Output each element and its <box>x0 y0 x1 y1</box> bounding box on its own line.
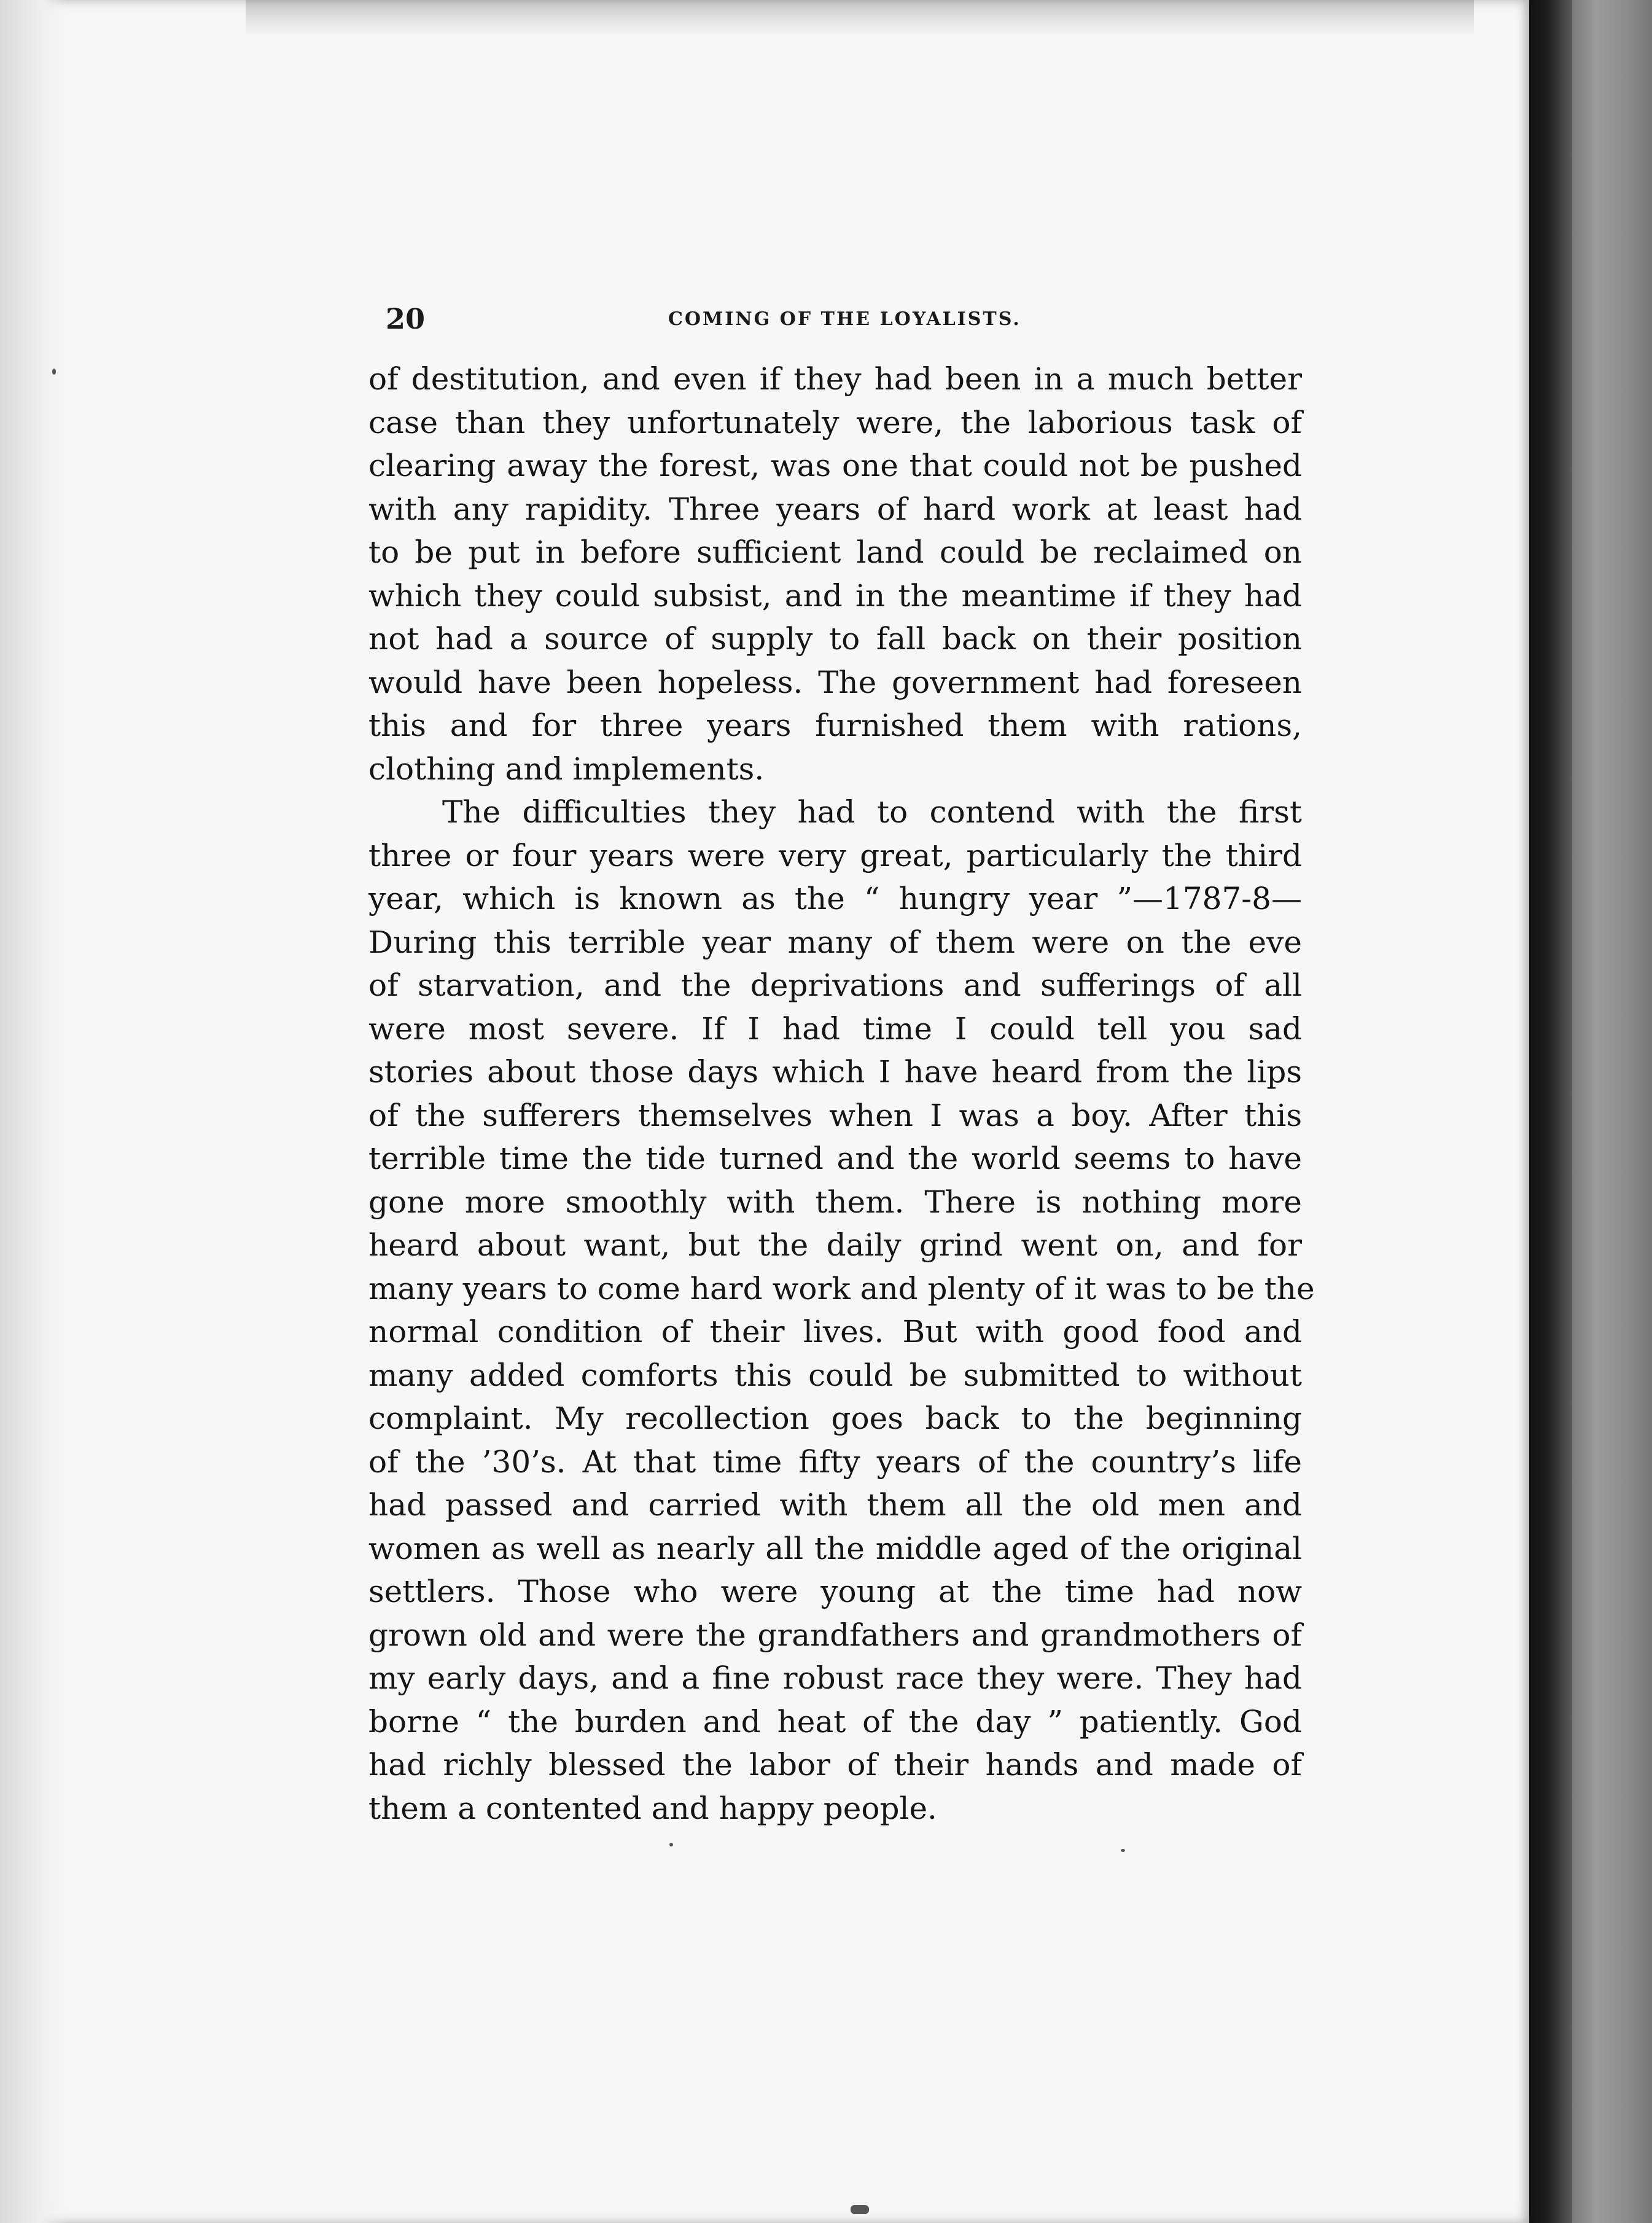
text-line: settlers. Those who were young at the time had now <box>368 1574 1302 1609</box>
text-line: this and for three years furnished them with rations, <box>368 708 1302 743</box>
body-text <box>368 357 1315 1830</box>
text-line: normal condition of their lives. But with good food and <box>368 1314 1302 1350</box>
text-line: three or four years were very great, particularly the third <box>368 837 1302 873</box>
text-line: were most severe. If I had time I could tell you sad <box>368 1010 1302 1047</box>
binding-edge <box>1572 0 1652 2223</box>
text-line: with any rapidity. Three years of hard work at least had <box>368 491 1302 527</box>
page-edge-shadow <box>0 0 68 2223</box>
text-line: had passed and carried with them all the old men and <box>368 1487 1302 1523</box>
ink-speck <box>52 369 56 375</box>
ink-speck <box>1121 1849 1125 1852</box>
ink-speck <box>669 1843 673 1846</box>
text-line: complaint. My recollection goes back to the beginning <box>368 1401 1302 1436</box>
text-line: them a contented and happy people. <box>368 1790 937 1826</box>
text-line: gone more smoothly with them. There is nothing more <box>368 1184 1302 1220</box>
text-line: had richly blessed the labor of their hands and made of <box>368 1747 1302 1783</box>
text-line: of the sufferers themselves when I was a boy. After this <box>368 1097 1302 1133</box>
text-line: clearing away the forest, was one that could not be pushed <box>368 448 1302 483</box>
text-line: year, which is known as the “ hungry year ”—1787-8— <box>368 881 1302 916</box>
text-line: many years to come hard work and plenty of it was to be the <box>368 1270 1315 1307</box>
text-line: to be put in before sufficient land could be reclaimed on <box>368 534 1302 570</box>
text-line: many added comforts this could be submitted to without <box>368 1357 1302 1393</box>
text-line: my early days, and a fine robust race they were. They had <box>368 1660 1302 1696</box>
text-line: of destitution, and even if they had been in a much better <box>368 361 1302 397</box>
text-line: borne “ the burden and heat of the day ” patiently. God <box>368 1703 1302 1740</box>
binding-shadow <box>1529 0 1572 2223</box>
text-line: grown old and were the grandfathers and grandmothers of <box>368 1617 1302 1653</box>
text-line: of the ’30’s. At that time fifty years of the country’s life <box>368 1444 1302 1480</box>
page-number: 20 <box>386 302 426 335</box>
ink-speck <box>851 2205 869 2214</box>
running-head <box>386 302 1295 339</box>
text-line: not had a source of supply to fall back on their position <box>368 621 1302 657</box>
text-line: heard about want, but the daily grind went on, and for <box>368 1227 1302 1263</box>
text-line: clothing and implements. <box>368 751 765 787</box>
text-line: of starvation, and the deprivations and sufferings of all <box>368 967 1302 1003</box>
text-line: terrible time the tide turned and the world seems to have <box>368 1141 1302 1176</box>
text-line: would have been hopeless. The government had foreseen <box>368 664 1302 700</box>
text-line: During this terrible year many of them were on the eve <box>368 924 1302 960</box>
text-line: which they could subsist, and in the meantime if they had <box>368 577 1302 614</box>
text-line: stories about those days which I have heard from the lips <box>368 1054 1302 1090</box>
text-line: case than they unfortunately were, the laborious task of <box>368 404 1302 440</box>
running-title: COMING OF THE LOYALISTS. <box>668 308 1021 330</box>
text-line: women as well as nearly all the middle aged of the original <box>368 1530 1302 1566</box>
text-line: The difficulties they had to contend with the first <box>442 794 1302 830</box>
top-edge-stain <box>246 0 1474 37</box>
